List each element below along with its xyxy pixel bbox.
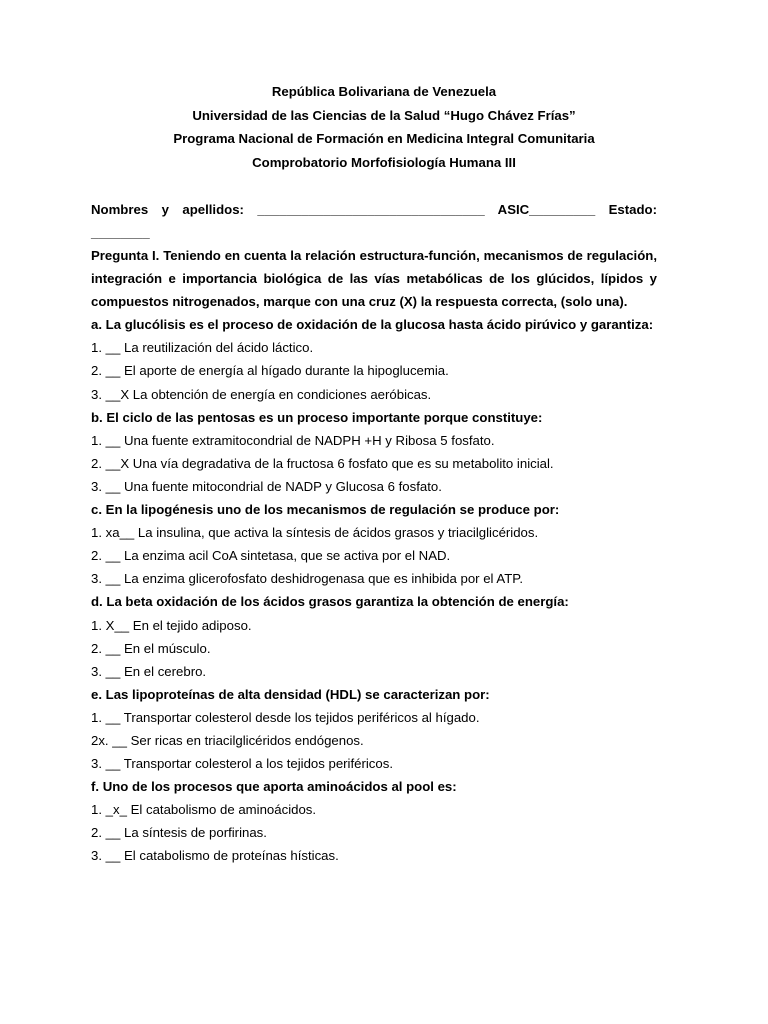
option-f-2: 2. __ La síntesis de porfirinas. <box>91 825 267 841</box>
header-exam-title: Comprobatorio Morfofisiología Humana III <box>252 154 516 170</box>
option-e-3: 3. __ Transportar colesterol a los tejidos periféricos. <box>91 756 393 772</box>
option-b-2: 2. __X Una vía degradativa de la fructosa 6 fosfato que es su metabolito inicial. <box>91 455 554 471</box>
question-block <box>91 244 657 868</box>
section-prompt-d: d. La beta oxidación de los ácidos grasos garantiza la obtención de energía: <box>91 594 569 610</box>
section-prompt-f: f. Uno de los procesos que aporta aminoácidos al pool es: <box>91 779 457 795</box>
header-university: Universidad de las Ciencias de la Salud “Hugo Chávez Frías” <box>192 107 576 123</box>
option-a-3: 3. __X La obtención de energía en condiciones aeróbicas. <box>91 386 432 402</box>
option-f-1: 1. _x_ El catabolismo de aminoácidos. <box>91 802 317 818</box>
header-republic: República Bolivariana de Venezuela <box>271 84 497 99</box>
option-f-3: 3. __ El catabolismo de proteínas hísticas. <box>91 848 339 864</box>
option-c-2: 2. __ La enzima acil CoA sintetasa, que se activa por el NAD. <box>91 548 451 564</box>
option-d-2: 2. __ En el músculo. <box>91 640 211 656</box>
document-header <box>0 80 768 174</box>
section-prompt-a: a. La glucólisis es el proceso de oxidación de la glucosa hasta ácido pirúvico y garantiza: <box>91 317 654 333</box>
option-e-1: 1. __ Transportar colesterol desde los tejidos periféricos al hígado. <box>91 709 480 725</box>
option-b-3: 3. __ Una fuente mitocondrial de NADP y Glucosa 6 fosfato. <box>91 478 442 494</box>
header-program: Programa Nacional de Formación en Medicina Integral Comunitaria <box>173 131 595 146</box>
section-prompt-e: e. Las lipoproteínas de alta densidad (HDL) se caracterizan por: <box>91 686 490 702</box>
option-c-1: 1. xa__ La insulina, que activa la síntesis de ácidos grasos y triacilglicéridos. <box>91 525 539 541</box>
option-c-3: 3. __ La enzima glicerofosfato deshidrogenasa que es inhibida por el ATP. <box>91 571 524 587</box>
option-a-2: 2. __ El aporte de energía al hígado durante la hipoglucemia. <box>91 363 449 379</box>
section-prompt-b: b. El ciclo de las pentosas es un proceso importante porque constituye: <box>91 409 543 425</box>
option-e-2: 2x. __ Ser ricas en triacilglicéridos endógenos. <box>91 732 364 748</box>
option-d-1: 1. X__ En el tejido adiposo. <box>91 617 252 633</box>
option-b-1: 1. __ Una fuente extramitocondrial de NADPH +H y Ribosa 5 fosfato. <box>91 432 495 448</box>
section-prompt-c: c. En la lipogénesis uno de los mecanismos de regulación se produce por: <box>91 502 560 518</box>
option-d-3: 3. __ En el cerebro. <box>91 663 207 679</box>
student-info-line: Nombres y apellidos: _______________________________ ASIC_________ Estado: ________ <box>91 202 657 240</box>
question-intro: Pregunta I. Teniendo en cuenta la relación estructura-función, mecanismos de regulación, integración e importancia biológica de las vías metabólicas de los glúcidos, lípidos y compuestos nitrogenados, marque con una cruz (X) la respuesta correcta, (solo una). <box>91 248 657 310</box>
option-a-1: 1. __ La reutilización del ácido láctico. <box>91 340 314 356</box>
